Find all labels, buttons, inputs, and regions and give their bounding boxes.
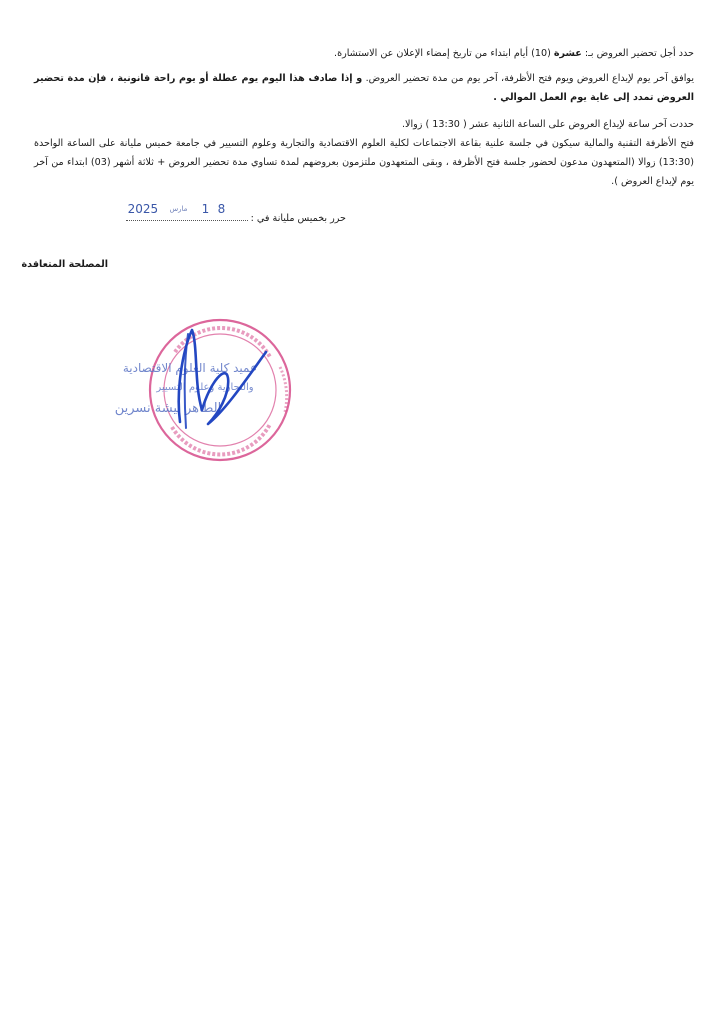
p2-text-bold: و إذا صادف هذا اليوم يوم عطلة أو يوم راحة قانونية ، فإن مدة تحضير العروض تمدد إلى غاية يوم العمل الموالي .	[34, 73, 694, 103]
handwritten-date	[126, 202, 248, 221]
date-separator: 1	[201, 202, 210, 216]
place-label: حرر بخميس مليانة في :	[250, 213, 346, 224]
paragraph-offer-deadline	[34, 44, 694, 63]
date-year: 2025	[127, 202, 159, 216]
round-seal-icon	[80, 312, 300, 462]
p1-text-bold: عشرة	[553, 48, 582, 59]
p1-text-after: (10) أيام ابتداء من تاريخ إمضاء الإعلان عن الاستشارة.	[334, 48, 554, 59]
stamp-line-1: عميد كلية العلوم الاقتصادية	[122, 361, 258, 375]
paragraph-opening-session: فتح الأظرفة التقنية والمالية سيكون في جلسة علنية بقاعة الاجتماعات لكلية العلوم الاقتصادية والتجارية وعلوم التسيير في جامعة خميس مليانة على الساعة الواحدة (13:30) زوالا (المتعهدون مدعون لحضور جلسة فتح الأظرفة ، وبقى المتعهدون ملتزمون بعروضهم لمدة تساوي مدة تحضير العروض + ثلاثة أشهر (03) ابتداء من آخر يوم لإيداع العروض ).	[34, 138, 694, 187]
paragraph-deposit-time: حددت آخر ساعة لإيداع العروض على الساعة الثانية عشر ( 13:30 ) زوالا.	[401, 119, 694, 130]
paragraph-last-day	[34, 69, 694, 107]
p2-text-normal: يوافق آخر يوم لإيداع العروض ويوم فتح الأظرفة، آخر يوم من مدة تحضير العروض.	[362, 73, 694, 84]
date-month: مارس	[169, 205, 188, 213]
stamp-line-3: الطاهر نيشة نسرين	[114, 401, 222, 416]
date-day: 8	[217, 202, 226, 216]
p1-text-before: حدد أجل تحضير العروض بـ:	[581, 48, 694, 59]
contracting-authority: المصلحة المتعاقدة	[21, 259, 108, 270]
official-stamp	[80, 312, 300, 462]
signature-place-date	[126, 202, 346, 224]
stamp-line-2: والتجارية وعلوم التسيير	[156, 382, 254, 393]
